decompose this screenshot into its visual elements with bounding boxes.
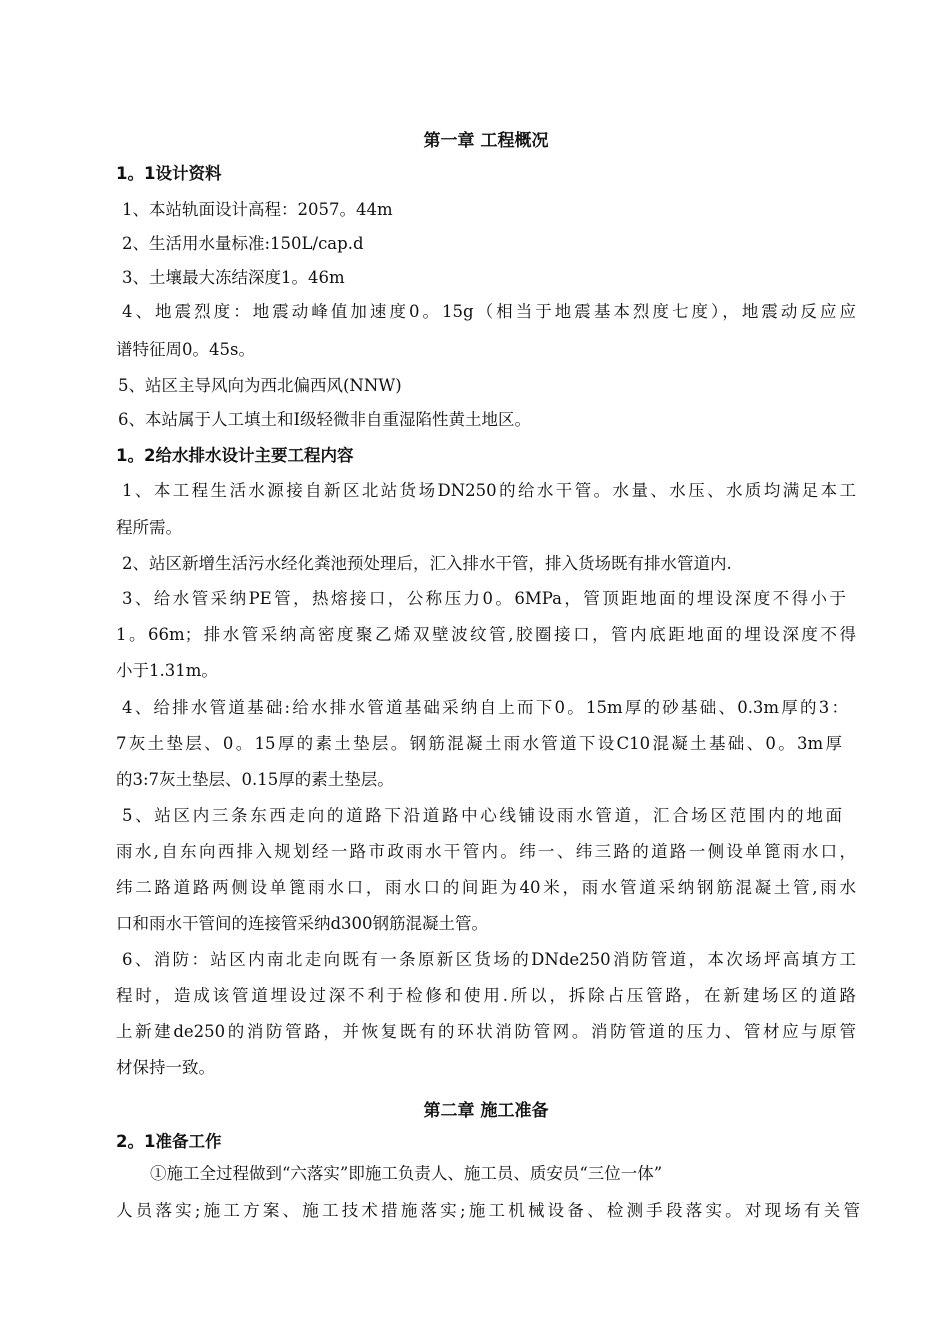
section-heading-1-2: 1。2给水排水设计主要工程内容 — [116, 446, 354, 465]
design-item-3: 3、土壤最大冻结深度1。46m — [122, 268, 345, 287]
content-line-8: 7灰土垫层、0。15厚的素土垫层。钢筋混凝土雨水管道下设C10混凝土基础、0。3m厚 — [116, 734, 842, 753]
chapter2-title: 第二章 施工准备 — [423, 1101, 549, 1121]
design-item-4-cont: 谱特征周0。45s。 — [116, 340, 255, 359]
prep-line-2: 人员落实;施工方案、施工技术措施落实;施工机械设备、检测手段落实。对现场有关管 — [116, 1201, 860, 1220]
content-line-6: 小于1.31m。 — [116, 661, 218, 680]
content-line-16: 上新建de250的消防管路，并恢复既有的环状消防管网。消防管道的压力、管材应与原管 — [116, 1022, 856, 1041]
content-line-7: 4、给排水管道基础:给水排水管道基础采纳自上而下0。15m厚的砂基础、0.3m厚的3： — [122, 698, 848, 717]
content-line-10: 5、站区内三条东西走向的道路下沿道路中心线铺设雨水管道，汇合场区范围内的地面 — [122, 806, 842, 825]
content-line-15: 程时，造成该管道埋设过深不利于检修和使用.所以，拆除占压管路，在新建场区的道路 — [116, 986, 856, 1005]
content-line-13: 口和雨水干管间的连接管采纳d300钢筋混凝土管。 — [116, 914, 489, 933]
prep-line-1: ①施工全过程做到“六落实”即施工负责人、施工员、质安员“三位一体” — [150, 1164, 663, 1183]
content-line-14: 6、消防：站区内南北走向既有一条原新区货场的DNde250消防管道，本次场坪高填方工 — [122, 950, 856, 969]
content-line-1: 1、本工程生活水源接自新区北站货场DN250的给水干管。水量、水压、水质均满足本工 — [122, 481, 856, 500]
design-item-4: 4、地震烈度：地震动峰值加速度0。15g（相当于地震基本烈度七度），地震动反应应 — [122, 302, 856, 321]
content-line-12: 纬二路道路两侧设单篦雨水口，雨水口的间距为40米，雨水管道采纳钢筋混凝土管,雨水 — [116, 878, 856, 897]
section-heading-2-1: 2。1准备工作 — [116, 1132, 222, 1151]
content-line-4: 3、给水管采纳PE管，热熔接口，公称压力0。6MPa，管顶距地面的埋设深度不得小于 — [122, 589, 846, 608]
design-item-6: 6、本站属于人工填土和Ⅰ级轻微非自重湿陷性黄土地区。 — [118, 410, 532, 429]
design-item-5: 5、站区主导风向为西北偏西风(NNW) — [118, 376, 402, 395]
design-item-1: 1、本站轨面设计高程：2057。44m — [122, 200, 393, 219]
content-line-3: 2、站区新增生活污水经化粪池预处理后，汇入排水干管，排入货场既有排水管道内. — [122, 554, 732, 573]
section-heading-1-1: 1。1设计资料 — [116, 164, 222, 183]
design-item-2: 2、生活用水量标准:150L/cap.d — [122, 234, 364, 253]
content-line-5: 1。66m；排水管采纳高密度聚乙烯双壁波纹管,胶圈接口，管内底距地面的埋设深度不得 — [116, 625, 856, 644]
content-line-2: 程所需。 — [116, 518, 182, 537]
content-line-11: 雨水,自东向西排入规划经一路市政雨水干管内。纬一、纬三路的道路一侧设单篦雨水口， — [116, 842, 856, 861]
content-line-9: 的3:7灰土垫层、0.15厚的素土垫层。 — [116, 770, 394, 789]
chapter1-title: 第一章 工程概况 — [423, 131, 549, 151]
content-line-17: 材保持一致。 — [116, 1058, 215, 1077]
